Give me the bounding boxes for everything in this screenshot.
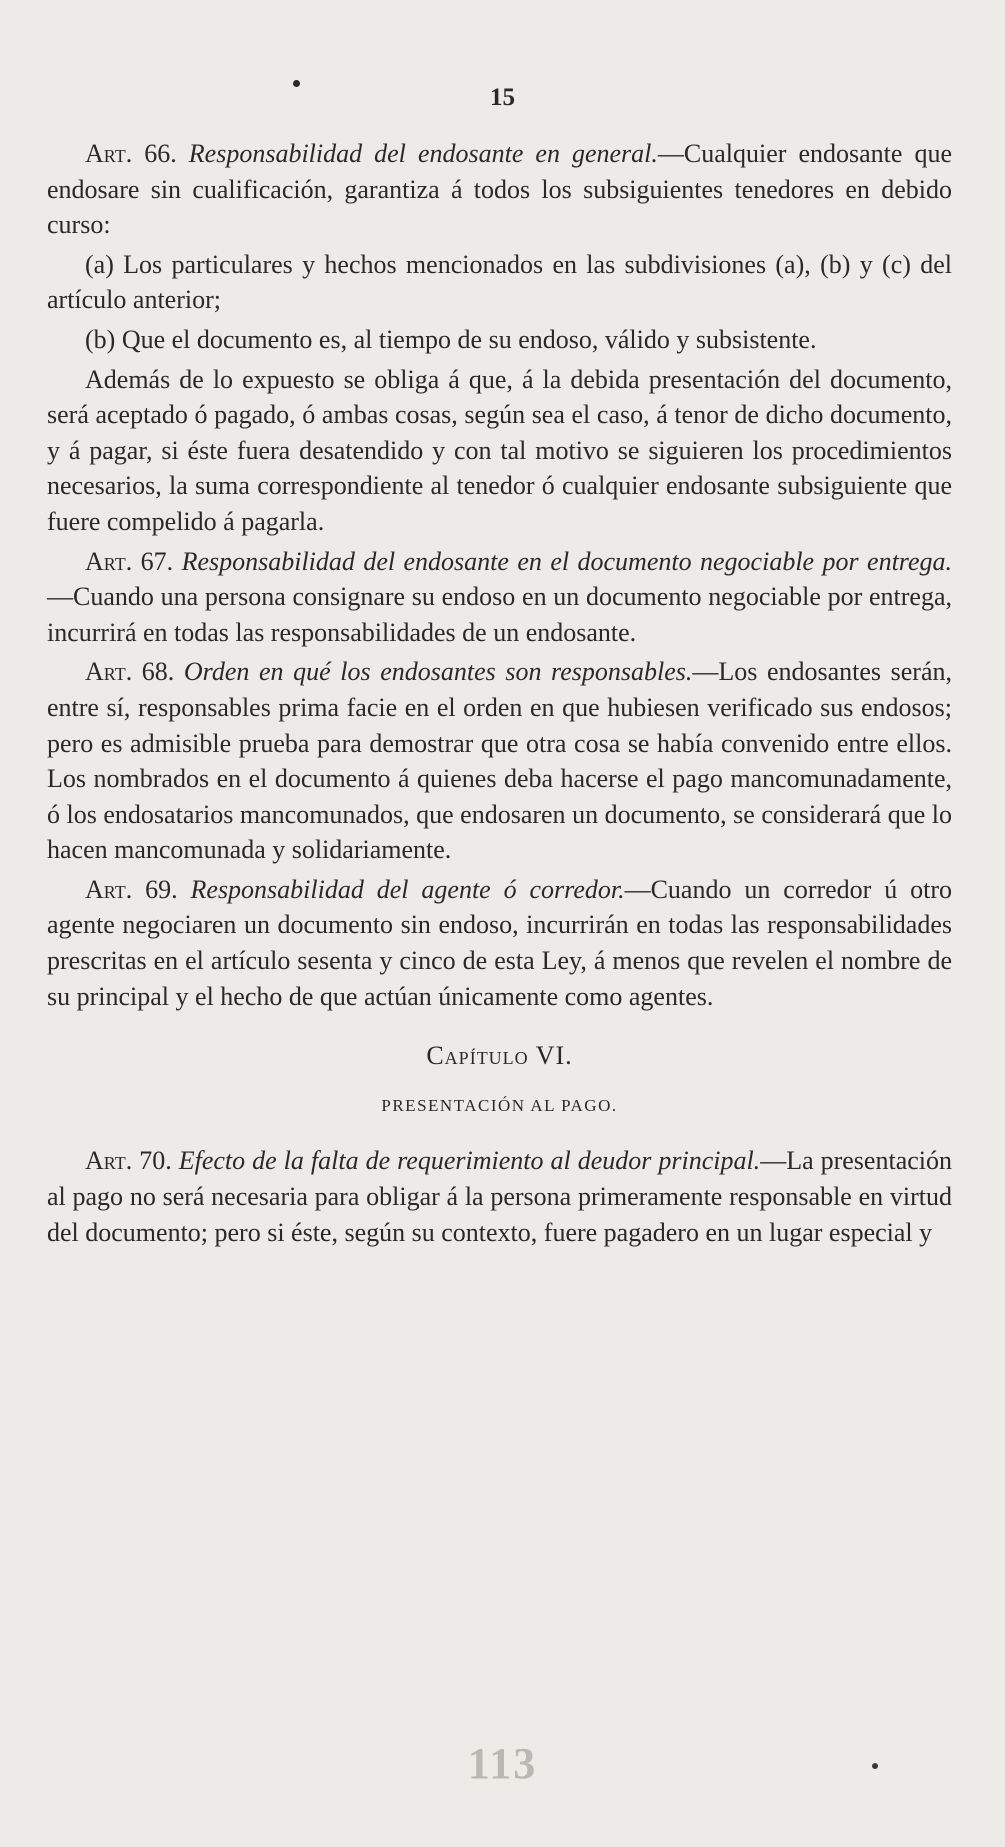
chapter-heading: Capítulo VI. [426,1041,573,1071]
ink-dot-mark [872,1763,878,1769]
article-69-paragraph [47,872,952,1014]
article-66-paragraph [47,136,952,243]
article-text: —Cuando un corredor ú otro agente negociaren un documento sin endoso, incurrirán en todas las responsabilidades prescritas en el artículo sesenta y cinco de esta Ley, á menos que revelen el nombre de su principal y el hecho de que actúan únicamente como agentes. [47,874,953,1011]
article-text: —La presentación al pago no será necesaria para obligar á la persona primeramente responsable en virtud del documento; pero si éste, según su contexto, fuere pagadero en un lugar especial y [47,1146,952,1247]
article-label: Art. 69. [85,874,178,904]
subdivision-b-paragraph [47,322,952,358]
section-heading: PRESENTACIÓN AL PAGO. [381,1095,618,1115]
article-label: Art. 68. [85,657,175,687]
article-title: Responsabilidad del endosante en el documento negociable por entrega. [181,546,953,576]
article-title: Orden en qué los endosantes son responsables. [183,657,693,687]
subdivision-a-paragraph [47,247,952,318]
article-title: Responsabilidad del endosante en general. [188,139,658,168]
article-label: Art. 70. [85,1146,172,1176]
article-70-paragraph [47,1143,952,1250]
article-label: Art. 66. [85,139,177,168]
page-number: 15 [490,84,515,111]
article-68-paragraph [47,654,952,868]
body-text [47,136,952,1254]
article-title: Efecto de la falta de requerimiento al deudor principal. [178,1146,761,1176]
article-text: —Cualquier endosante que endosare sin cualificación, garantiza á todos los subsiguientes tenedores en debido curso: [47,139,953,240]
article-label: Art. 67. [85,546,174,576]
paragraph-text: (a) Los particulares y hechos mencionados en las subdivisiones (a), (b) y (c) del artículo anterior; [47,249,952,315]
article-text: —Cuando una persona consignare su endoso en un documento negociable por entrega, incurrirá en todas las responsabilidades de un endosante. [47,582,952,647]
obligation-paragraph [47,362,952,540]
article-67-paragraph [47,544,952,651]
folio-stamp: 113 [467,1739,538,1788]
paragraph-text: Además de lo expuesto se obliga á que, á la debida presentación del documento, será aceptado ó pagado, ó ambas cosas, según sea el caso, á tenor de dicho documento, y á pagar, si éste fuera desatendido y con tal motivo se siguieren los procedimientos necesarios, la suma correspondiente al tenedor ó cualquier endosante subsiguiente que fuere compelido á pagarla. [47,364,952,536]
article-text: —Los endosantes serán, entre sí, responsables prima facie en el orden en que hubiesen verificado sus endosos; pero es admisible prueba para demostrar que otra cosa se había convenido entre ellos. Los nombrados en el documento á quienes deba hacerse el pago mancomunadamente, ó los endosatarios mancomunados, que endosaren un documento, se considerará que lo hacen mancomunada y solidariamente. [47,657,952,865]
article-title: Responsabilidad del agente ó corredor. [190,874,625,904]
paragraph-text: (b) Que el documento es, al tiempo de su endoso, válido y subsistente. [85,324,817,354]
